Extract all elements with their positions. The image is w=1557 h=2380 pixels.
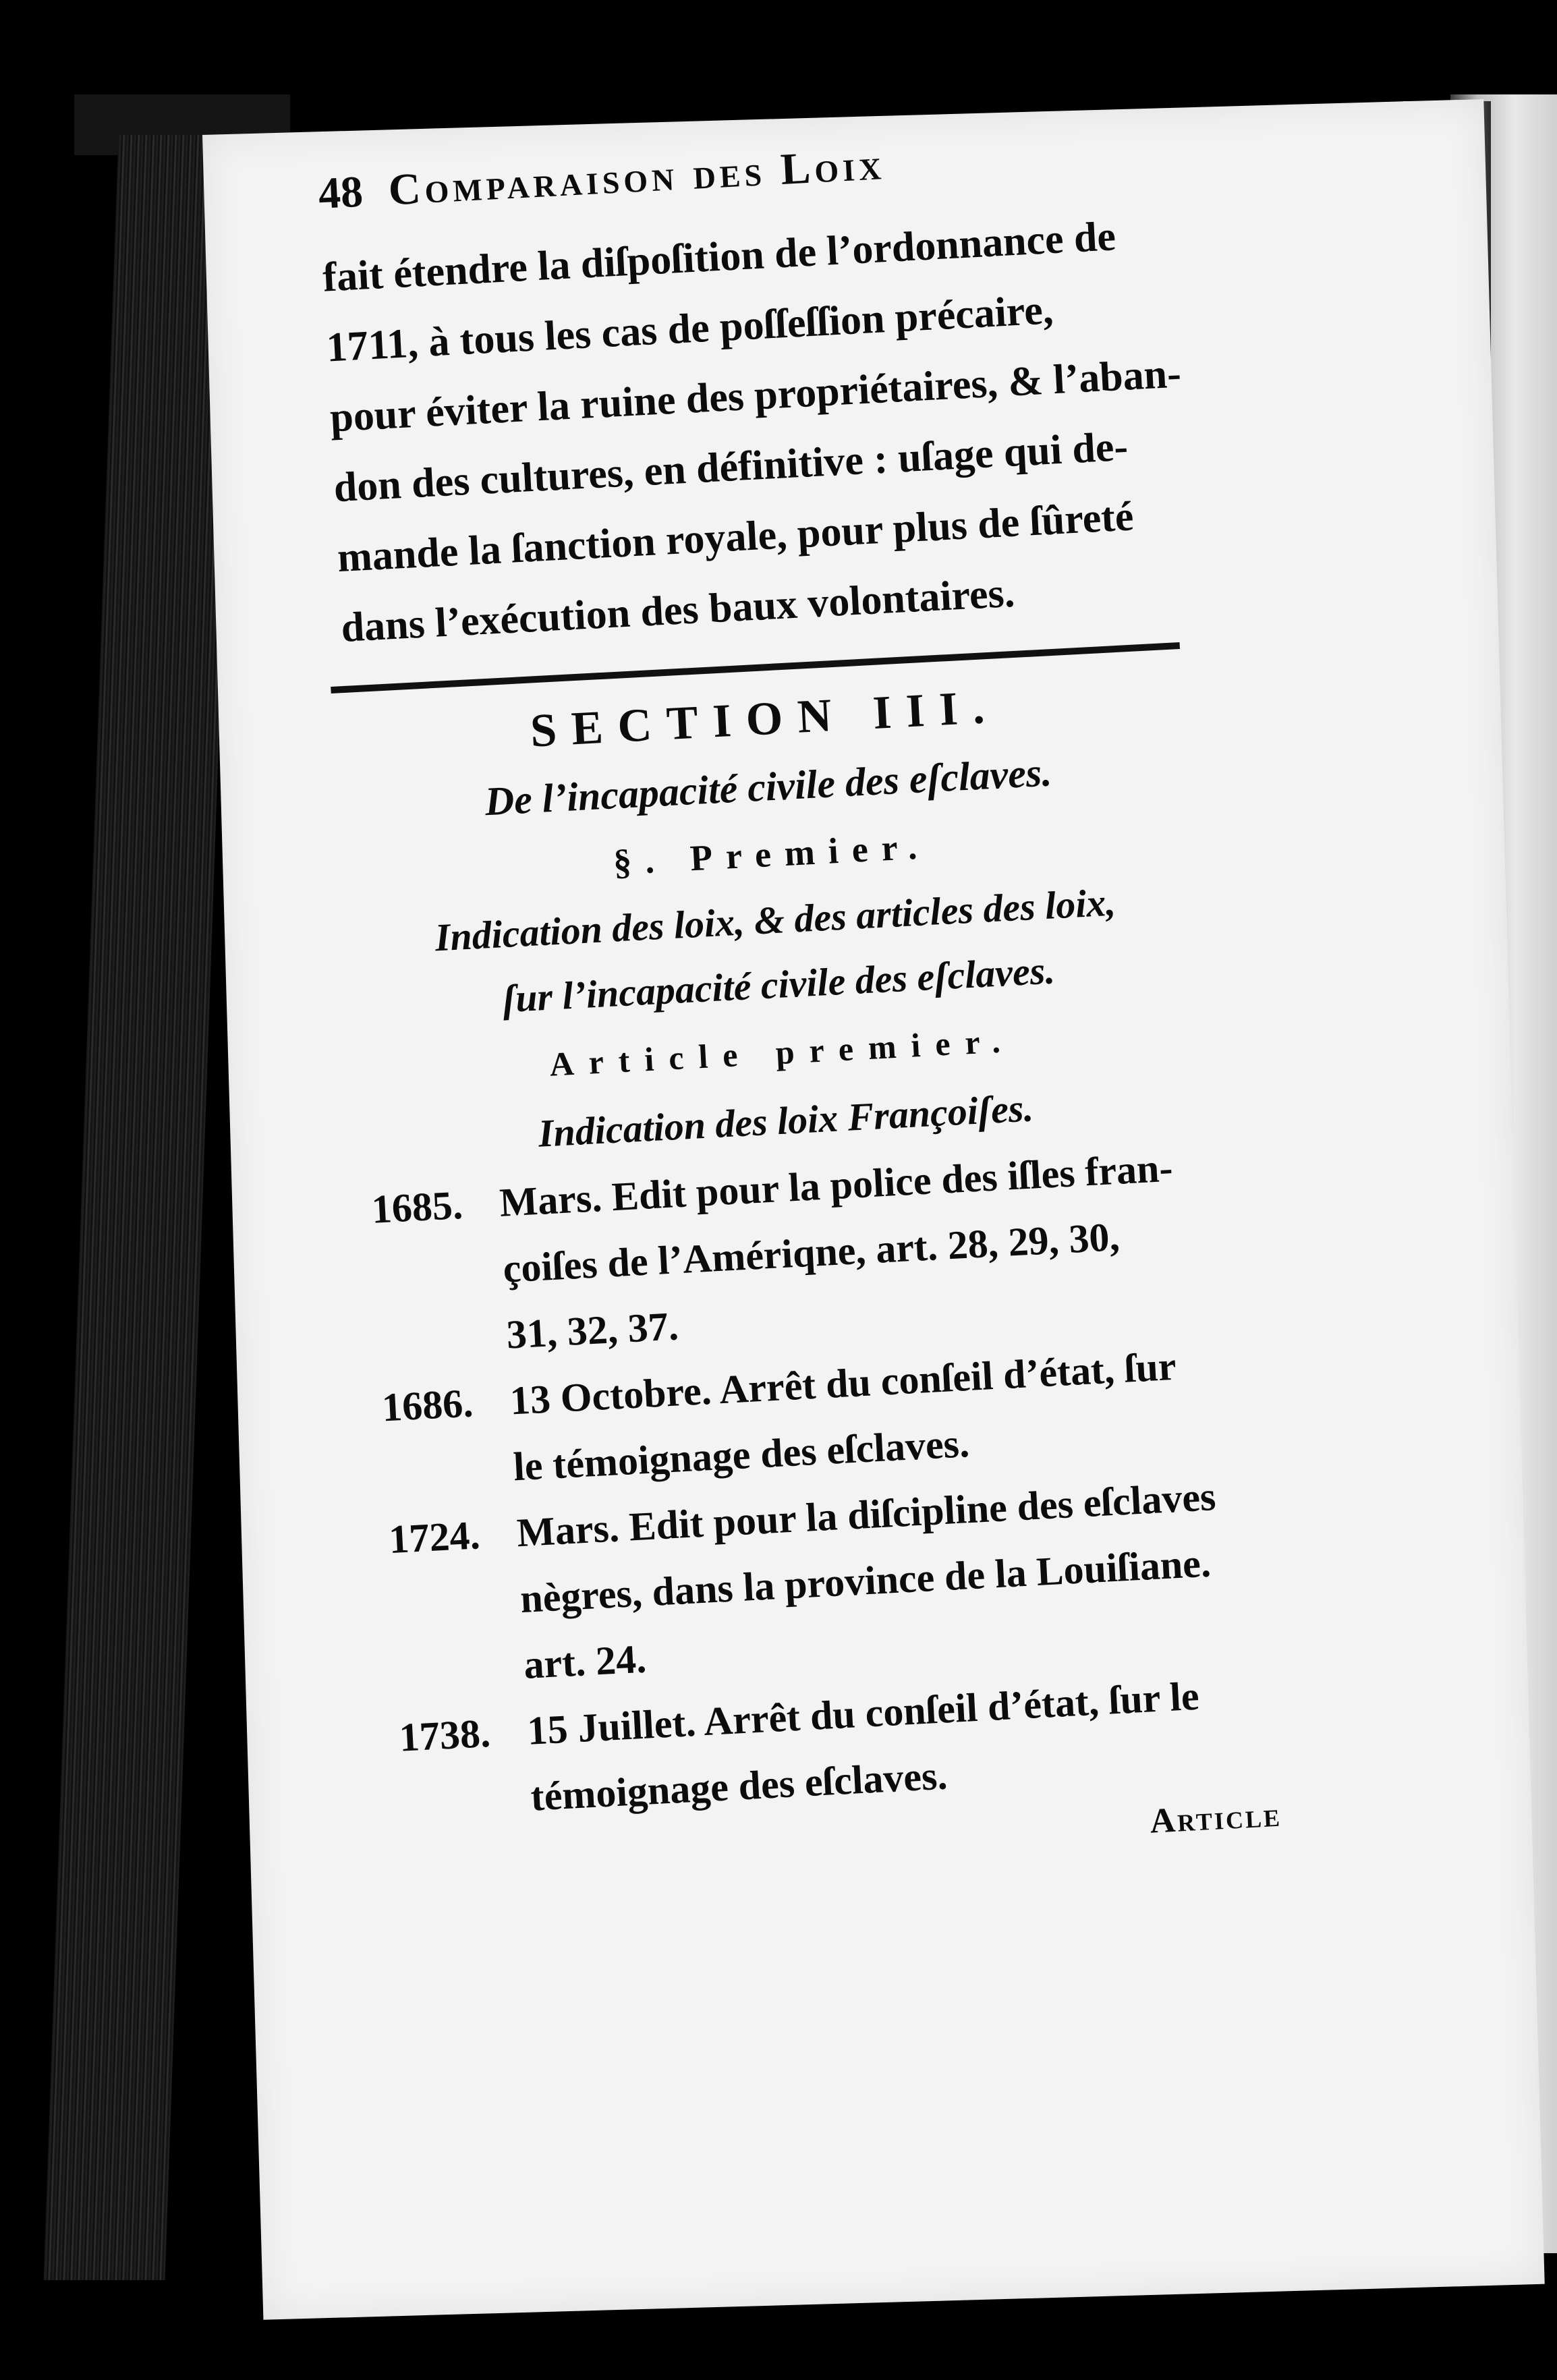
entry-line: Mars. Edit pour la diſcipline des eſclaves [515,1474,1217,1556]
page-content [317,111,1512,1880]
section-title: SECTION III. [529,681,1001,758]
body-paragraph [321,199,1183,663]
body-line: pour éviter la ruine des propriétaires, & l’aban- [329,350,1183,441]
entry-line: témoignage des eſclaves. [530,1753,949,1819]
body-line: dans l’exécution des baux volontaires. [339,569,1016,652]
paragraph-title: §. Premier. [612,825,932,883]
article-subtitle: Indication des loix Françoiſes. [537,1085,1035,1156]
section-subtitle: De l’incapacité civile des eſclaves. [484,749,1053,824]
entry-line: le témoignage des eſclaves. [512,1421,971,1490]
body-line: fait étendre la diſpoſition de l’ordonnance de [321,213,1117,301]
entry-text [498,1131,1256,1368]
catchword: Article [1149,1795,1283,1841]
entry-text [515,1461,1274,1698]
article-title: Article premier. [548,1021,1016,1083]
paragraph-subtitle-line: Indication des loix, & des articles des loix, [434,880,1117,960]
body-line: 1711, à tous les cas de poſſeſſion précaire, [325,287,1054,371]
entry-line: 15 Juillet. Arrêt du conſeil d’état, ſur le [526,1673,1201,1753]
book-page-edges [43,135,239,2280]
entry-line: 13 Octobre. Arrêt du conſeil d’état, ſur [509,1343,1178,1423]
page-number: 48 [317,167,364,219]
entry-line: çoiſes de l’Amériqne, art. 28, 29, 30, [502,1214,1121,1291]
entry-year: 1724. [387,1512,482,1562]
entry-year: 1738. [398,1710,492,1760]
entry-year: 1686. [380,1380,474,1430]
running-head-title: Comparaison des Loix [387,139,886,215]
body-line: don des cultures, en définitive : uſage qui de- [333,423,1129,511]
body-line: mande la ſanction royale, pour plus de ſûreté [336,493,1135,582]
entry-line: 31, 32, 37. [505,1303,680,1357]
entry-line: nègres, dans la province de la Louiſiane. [519,1540,1212,1622]
paragraph-subtitle-line: ſur l’incapacité civile des eſclaves. [501,948,1056,1021]
entry-year: 1685. [370,1182,464,1232]
law-entries-list [370,1131,1280,1837]
entry-line: art. 24. [522,1636,648,1687]
entry-line: Mars. Edit pour la police des iſles fran- [498,1145,1174,1225]
